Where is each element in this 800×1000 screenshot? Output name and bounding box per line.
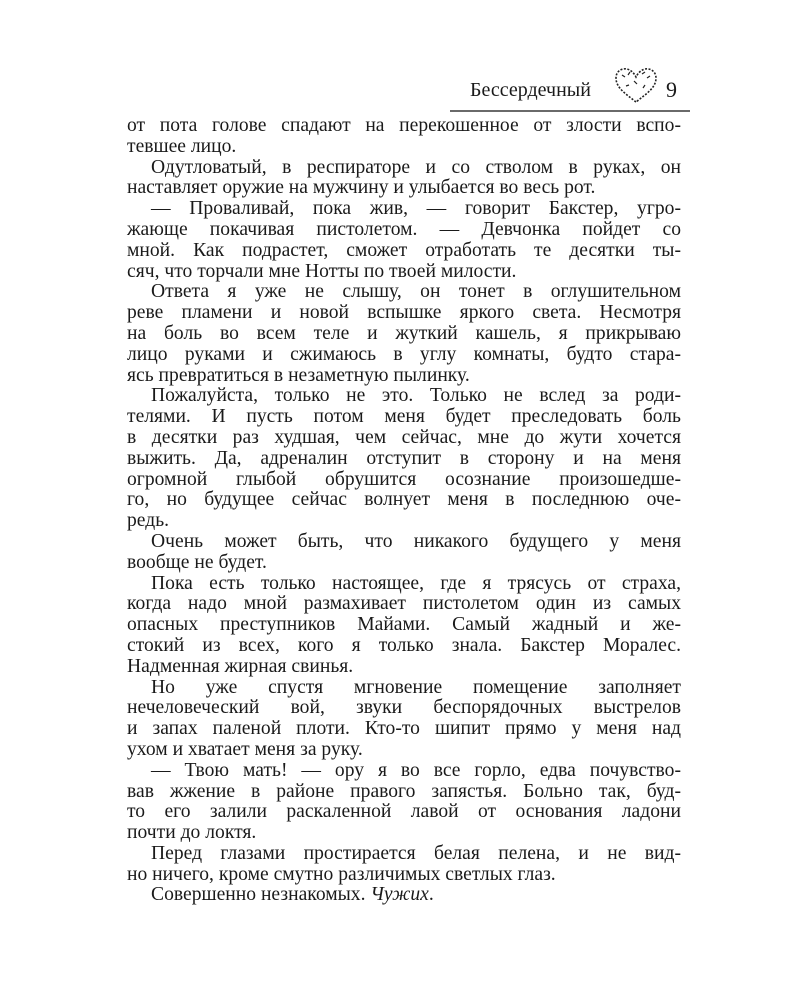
paragraph <box>127 844 681 886</box>
text-line: тевшее лицо. <box>127 135 237 157</box>
heart-icon <box>612 66 660 106</box>
text-line: ясь превратиться в незаметную пылинку. <box>127 364 470 386</box>
text-line: но ничего, кроме смутно различимых светлых глаз. <box>127 863 556 885</box>
text-line: когда надо мной размахивает пистолетом один из самых <box>127 593 681 615</box>
text-line: жающе покачивая пистолетом. — Девчонка пойдет со <box>127 218 681 240</box>
final-period: . <box>428 884 434 906</box>
page-number: 9 <box>666 77 677 102</box>
text-line: Очень может быть, что никакого будущего у меня <box>151 530 681 552</box>
paragraph <box>127 158 681 200</box>
text-line: опасных преступников Майами. Самый жадный и же- <box>127 614 681 636</box>
text-line: реве пламени и новой вспышке яркого света. Несмотря <box>127 302 681 324</box>
text-line: го, но будущее сейчас волнует меня в последнюю оче- <box>127 489 681 511</box>
text-line: сяч, что торчали мне Нотты по твоей милости. <box>127 260 517 282</box>
paragraph <box>127 761 681 844</box>
text-line: выжить. Да, адреналин отступит в сторону и на меня <box>127 447 681 469</box>
text-line: нечеловеческий вой, звуки беспорядочных выстрелов <box>127 697 681 719</box>
paragraph <box>127 282 681 386</box>
paragraph <box>127 199 681 282</box>
text-line: на боль во всем теле и жуткий кашель, я прикрываю <box>127 322 681 344</box>
text-line: лицо руками и сжимаюсь в углу комнаты, будто стара- <box>127 343 681 365</box>
body-text <box>127 116 681 906</box>
paragraph <box>127 386 681 532</box>
text-line: — Твою мать! — ору я во все горло, едва почувство- <box>151 759 681 781</box>
text-line: ухом и хватает меня за руку. <box>127 738 363 760</box>
text-line: от пота голове спадают на перекошенное от злости вспо- <box>127 115 681 136</box>
running-title: Бессердечный <box>470 79 591 101</box>
text-line: редь. <box>127 510 170 532</box>
text-line: огромной глыбой обрушится осознание произошедше- <box>127 468 681 490</box>
text-line: Надменная жирная свинья. <box>127 655 354 677</box>
text-line: Ответа я уже не слышу, он тонет в оглушительном <box>151 281 681 303</box>
text-line: вав жжение в районе правого запястья. Больно так, буд- <box>127 780 681 802</box>
final-text: Совершенно незнакомых. <box>151 884 371 906</box>
text-line: и запах паленой плоти. Кто-то шипит прямо у меня над <box>127 718 681 740</box>
paragraph <box>127 116 681 158</box>
running-header <box>450 66 690 112</box>
text-line: Пока есть только настоящее, где я трясусь от страха, <box>151 572 681 594</box>
header-rule <box>450 110 690 112</box>
text-line: — Проваливай, пока жив, — говорит Бакстер, угро- <box>151 198 681 220</box>
text-line: вообще не будет. <box>127 551 267 573</box>
paragraph <box>127 678 681 761</box>
text-line: в десятки раз худшая, чем сейчас, мне до жути хочется <box>127 426 681 448</box>
text-line: мной. Как подрастет, сможет отработать те десятки ты- <box>127 239 681 261</box>
text-line: почти до локтя. <box>127 822 257 844</box>
paragraph <box>127 574 681 678</box>
text-line: стокий из всех, кого я только знала. Бакстер Моралес. <box>127 634 681 656</box>
text-line: Пожалуйста, только не это. Только не вслед за роди- <box>151 385 681 407</box>
paragraph <box>127 532 681 574</box>
text-line: то его залили раскаленной лавой от основания ладони <box>127 801 681 823</box>
emphasized-word: Чужих <box>370 884 429 906</box>
final-paragraph <box>127 885 681 906</box>
text-line: наставляет оружие на мужчину и улыбается во весь рот. <box>127 177 596 199</box>
text-line: Но уже спустя мгновение помещение заполняет <box>151 676 681 698</box>
text-line: Одутловатый, в респираторе и со стволом в руках, он <box>151 156 681 178</box>
text-line: Перед глазами простирается белая пелена, и не вид- <box>151 842 681 864</box>
text-line: телями. И пусть потом меня будет преследовать боль <box>127 406 681 428</box>
